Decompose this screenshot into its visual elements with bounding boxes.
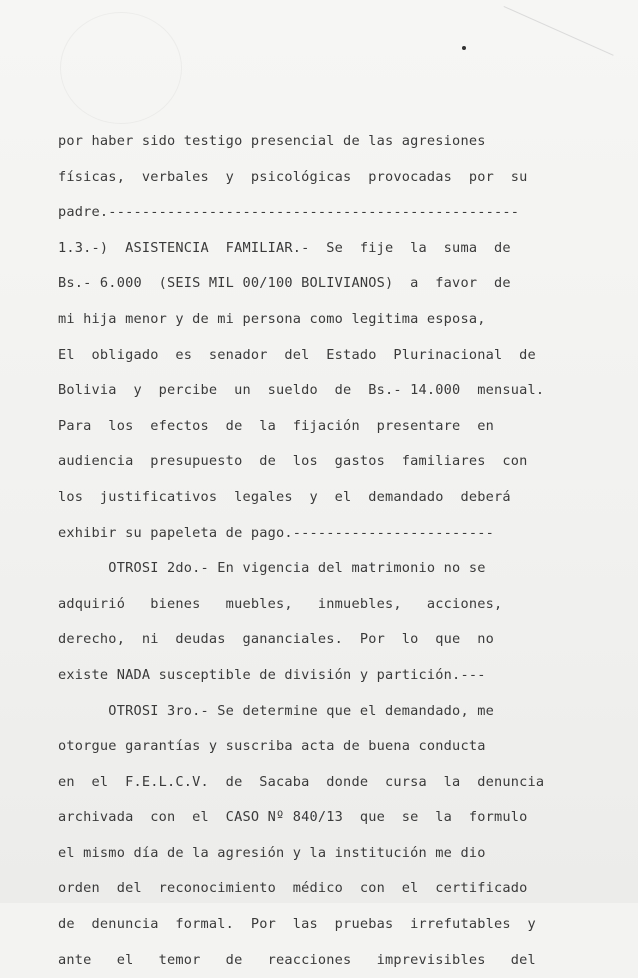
text-line: de denuncia formal. Por las pruebas irrefutables y <box>58 916 536 933</box>
ink-dot <box>462 46 466 50</box>
text-line: adquirió bienes muebles, inmuebles, acciones, <box>58 595 503 612</box>
text-line: por haber sido testigo presencial de las agresiones <box>58 133 486 149</box>
text-line: El obligado es senador del Estado Plurinacional de <box>58 346 536 363</box>
watermark-seal <box>60 12 182 124</box>
text-line: los justificativos legales y el demandado deberá <box>58 488 511 505</box>
text-line: el mismo día de la agresión y la institución me dio <box>58 844 486 861</box>
text-line: OTROSI 2do.- En vigencia del matrimonio no se <box>58 560 486 577</box>
text-line: audiencia presupuesto de los gastos familiares con <box>58 453 528 470</box>
text-line: ante el temor de reacciones imprevisibles del <box>58 951 536 968</box>
document-body <box>58 124 558 978</box>
text-line: en el F.E.L.C.V. de Sacaba donde cursa la denuncia <box>58 773 545 790</box>
text-line: físicas, verbales y psicológicas provocadas por su <box>58 168 528 185</box>
text-line: 1.3.-) ASISTENCIA FAMILIAR.- Se fije la suma de <box>58 239 511 256</box>
text-line: padre.------------------------------------------------- <box>58 204 520 221</box>
text-line: existe NADA susceptible de división y partición.--- <box>58 666 486 683</box>
text-line: mi hija menor y de mi persona como legitima esposa, <box>58 310 486 327</box>
text-line: OTROSI 3ro.- Se determine que el demandado, me <box>58 702 494 719</box>
text-line: otorgue garantías y suscriba acta de buena conducta <box>58 738 486 755</box>
text-line: Bolivia y percibe un sueldo de Bs.- 14.000 mensual. <box>58 382 545 399</box>
text-line: Para los efectos de la fijación presentare en <box>58 417 494 434</box>
text-line: derecho, ni deudas gananciales. Por lo que no <box>58 631 494 648</box>
paper-crease <box>504 0 638 56</box>
text-line: exhibir su papeleta de pago.------------------------ <box>58 524 494 541</box>
text-line: orden del reconocimiento médico con el certificado <box>58 880 528 897</box>
text-line: archivada con el CASO Nº 840/13 que se la formulo <box>58 809 528 826</box>
text-line: Bs.- 6.000 (SEIS MIL 00/100 BOLIVIANOS) a favor de <box>58 275 511 292</box>
